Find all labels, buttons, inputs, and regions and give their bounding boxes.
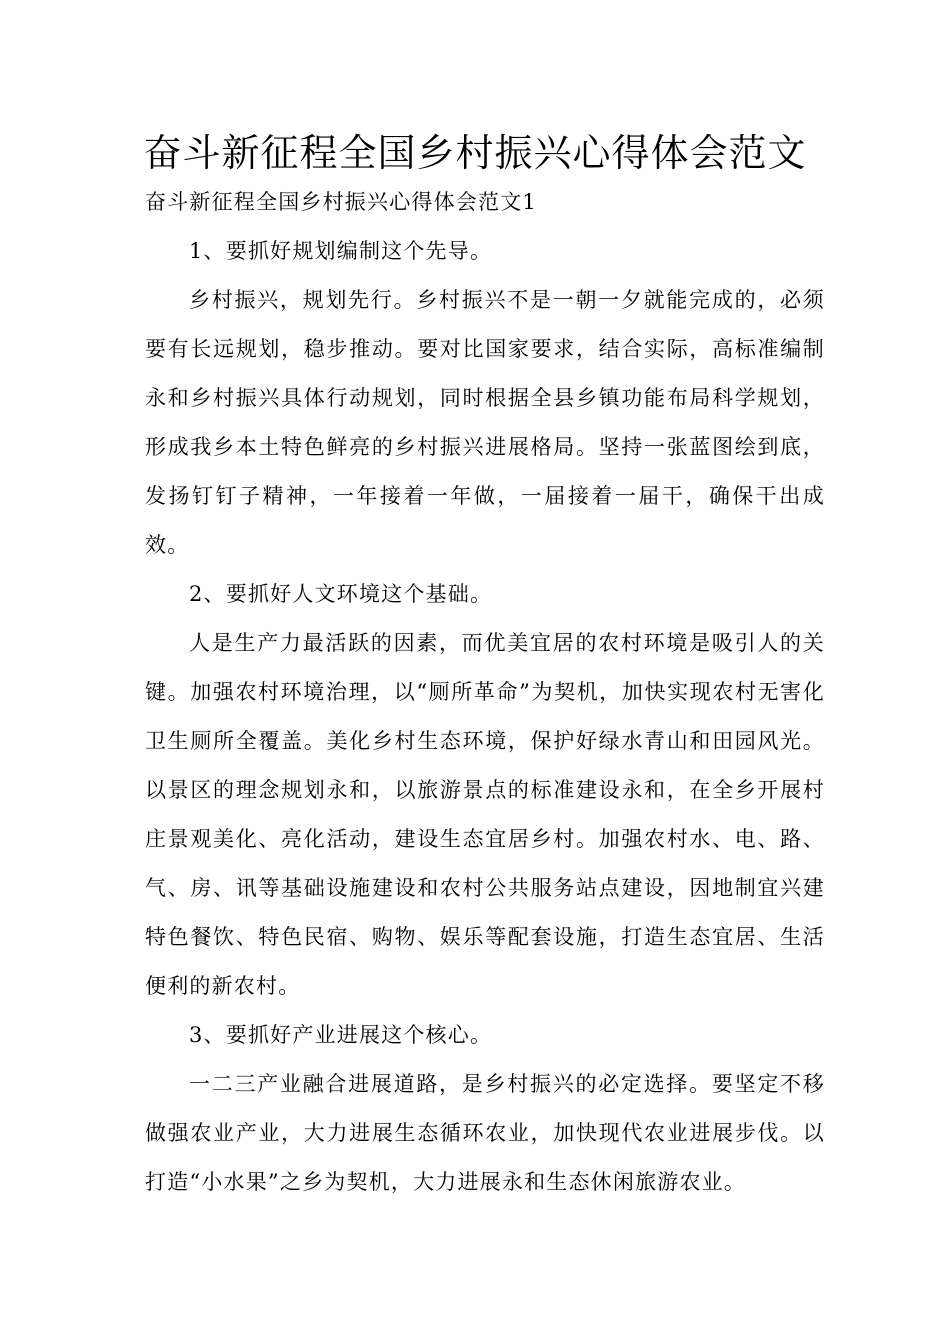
paragraph-1: 乡村振兴，规划先行。乡村振兴不是一朝一夕就能完成的，必须要有长远规划，稳步推动。要对比国家要求，结合实际，高标准编制永和乡村振兴具体行动规划，同时根据全县乡镇功能布局科学规划，形成我乡本土特色鲜亮的乡村振兴进展格局。坚持一张蓝图绘到底，发扬钉钉子精神，一年接着一年做，一届接着一届干，确保干出成效。 — [145, 288, 825, 557]
section-heading-3: 3、要抓好产业进展这个核心。 — [189, 1023, 493, 1047]
document-subtitle: 奋斗新征程全国乡村振兴心得体会范文1 — [145, 190, 537, 214]
section-heading-2: 2、要抓好人文环境这个基础。 — [189, 582, 493, 606]
paragraph-3: 一二三产业融合进展道路，是乡村振兴的必定选择。要坚定不移做强农业产业，大力进展生态循环农业，加快现代农业进展步伐。以打造“小水果”之乡为契机，大力进展永和生态休闲旅游农业。 — [145, 1072, 825, 1194]
section-heading-1: 1、要抓好规划编制这个先导。 — [189, 239, 493, 263]
paragraph-2: 人是生产力最活跃的因素，而优美宜居的农村环境是吸引人的关键。加强农村环境治理，以“厕所革命”为契机，加快实现农村无害化卫生厕所全覆盖。美化乡村生态环境，保护好绿水青山和田园风光。以景区的理念规划永和，以旅游景点的标准建设永和，在全乡开展村庄景观美化、亮化活动，建设生态宜居乡村。加强农村水、电、路、气、房、讯等基础设施建设和农村公共服务站点建设，因地制宜兴建特色餐饮、特色民宿、购物、娱乐等配套设施，打造生态宜居、生活便利的新农村。 — [145, 631, 825, 998]
document-title: 奋斗新征程全国乡村振兴心得体会范文 — [143, 131, 807, 175]
document-body — [145, 178, 825, 1207]
